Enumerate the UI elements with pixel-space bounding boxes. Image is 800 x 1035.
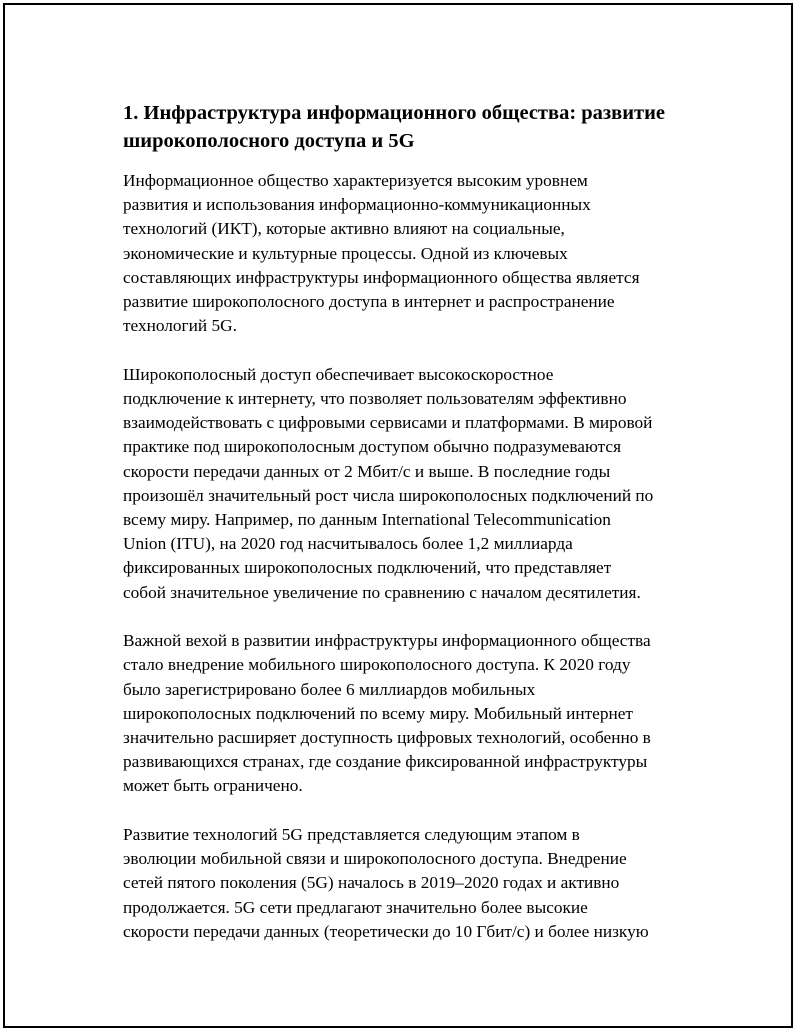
text-line: развитие широкополосного доступа в интернет и распространение: [123, 292, 615, 312]
text-line: эволюции мобильной связи и широкополосного доступа. Внедрение: [123, 849, 627, 869]
text-line: Информационное общество характеризуется высоким уровнем: [123, 171, 588, 190]
text-line: фиксированных широкополосных подключений, что представляет: [123, 558, 612, 578]
paragraph-intro: [123, 169, 698, 338]
text-line: продолжается. 5G сети предлагают значительно более высокие: [123, 897, 588, 917]
document-content: [123, 99, 698, 968]
paragraph-5g: [123, 823, 698, 944]
text-line: скорости передачи данных от 2 Мбит/с и выше. В последние годы: [123, 461, 611, 481]
heading-line: широкополосного доступа и 5G: [123, 130, 415, 152]
paragraph-mobile-broadband: [123, 629, 698, 798]
text-line: экономические и культурные процессы. Одной из ключевых: [123, 243, 568, 263]
text-line: технологий 5G.: [123, 316, 237, 336]
text-line: собой значительное увеличение по сравнению с началом десятилетия.: [123, 582, 641, 602]
page-frame: [3, 3, 793, 1028]
text-line: стало внедрение мобильного широкополосного доступа. К 2020 году: [123, 655, 631, 675]
text-line: сетей пятого поколения (5G) началось в 2019–2020 годах и активно: [123, 873, 620, 893]
text-line: взаимодействовать с цифровыми сервисами и платформами. В мировой: [123, 413, 653, 433]
text-line: технологий (ИКТ), которые активно влияют на социальные,: [123, 219, 565, 239]
text-line: развития и использования информационно-коммуникационных: [123, 195, 591, 215]
text-line: Важной вехой в развитии инфраструктуры информационного общества: [123, 631, 651, 651]
text-line: значительно расширяет доступность цифровых технологий, особенно в: [123, 728, 651, 748]
heading-line: 1. Инфраструктура информационного общества: развитие: [123, 102, 666, 124]
paragraph-broadband: [123, 363, 698, 605]
text-line: практике под широкополосным доступом обычно подразумеваются: [123, 437, 622, 457]
text-line: Широкополосный доступ обеспечивает высокоскоростное: [123, 364, 554, 384]
text-line: развивающихся странах, где создание фиксированной инфраструктуры: [123, 752, 648, 772]
section-heading: [123, 99, 698, 155]
text-line: всему миру. Например, по данным International Telecommunication: [123, 510, 611, 530]
text-line: было зарегистрировано более 6 миллиардов мобильных: [123, 679, 536, 699]
text-line: Развитие технологий 5G представляется следующим этапом в: [123, 825, 580, 845]
text-line: произошёл значительный рост числа широкополосных подключений по: [123, 485, 654, 505]
text-line: составляющих инфраструктуры информационного общества является: [123, 267, 640, 287]
text-line: широкополосных подключений по всему миру. Мобильный интернет: [123, 703, 633, 723]
text-line: подключение к интернету, что позволяет пользователям эффективно: [123, 389, 627, 409]
text-line: может быть ограничено.: [123, 776, 303, 796]
text-line: Union (ITU), на 2020 год насчитывалось более 1,2 миллиарда: [123, 534, 573, 554]
text-line: скорости передачи данных (теоретически до 10 Гбит/с) и более низкую: [123, 921, 649, 941]
